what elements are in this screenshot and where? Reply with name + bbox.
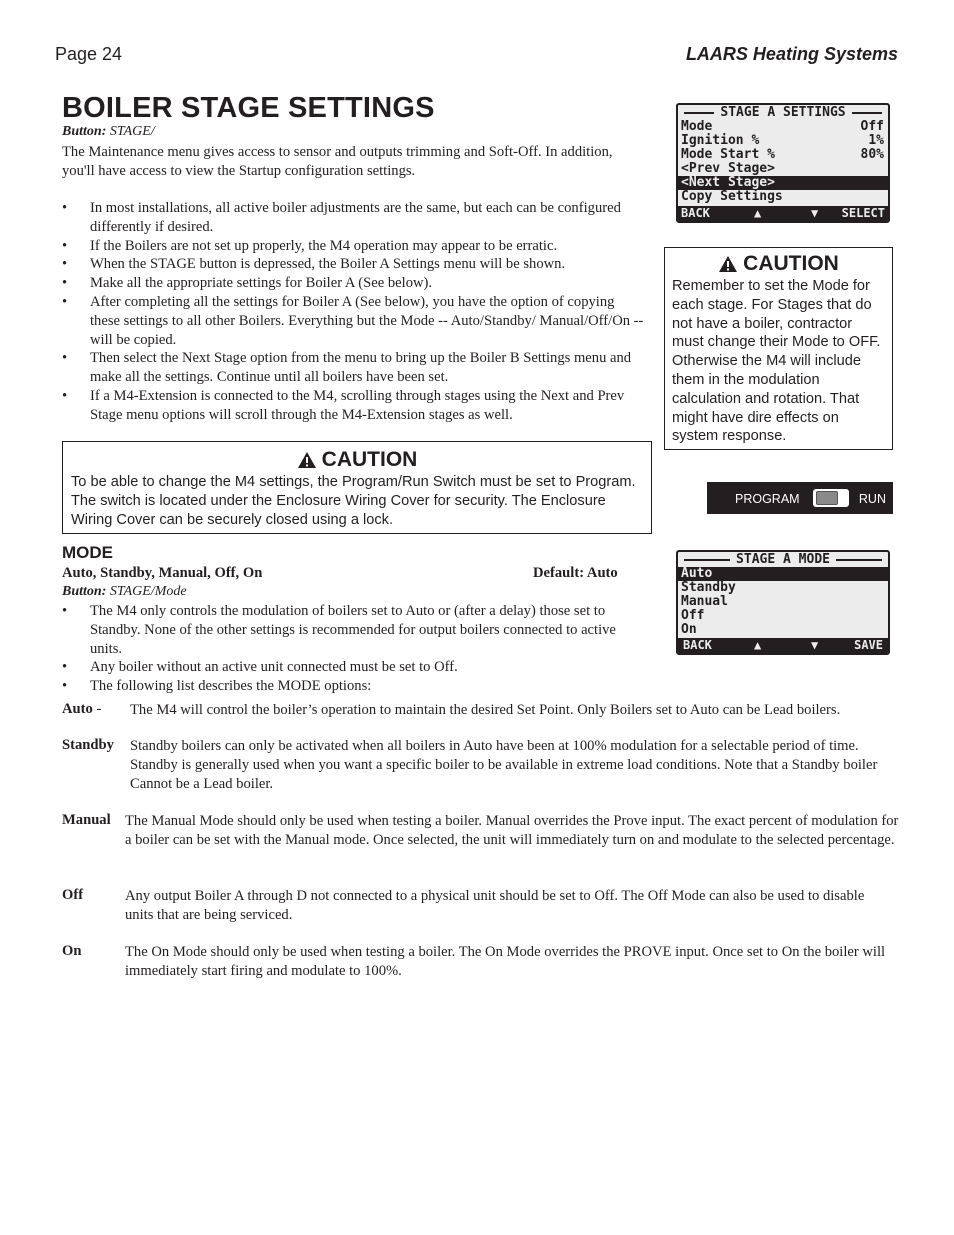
- definition-text-standby: Standby boilers can only be activated when all boilers in Auto have been at 100% modulation for a selectable period of time. Standby is generally used when you want a specific boiler to be available in extreme load conditions. Note that a Standby boiler Cannot be a Lead boiler.: [130, 738, 878, 792]
- switch-program-label: PROGRAM: [735, 492, 800, 506]
- warning-icon: [297, 451, 317, 469]
- mode-button-path-line: [62, 584, 187, 600]
- list-item: • The following list describes the MODE options:: [62, 677, 640, 696]
- switch-knob: [816, 491, 838, 505]
- list-item: • After completing all the settings for Boiler A (See below), you have the option of copying these settings to all other Boilers. Everything but the Mode -- Auto/Standby/ Manual/Off/On -- will be copied.: [62, 293, 647, 349]
- definition-text-on: The On Mode should only be used when testing a boiler. The On Mode overrides the PROVE input. Once set to On the boiler will immediately start firing and modulate to 100%.: [125, 944, 886, 979]
- lcd-title: STAGE A SETTINGS: [720, 105, 846, 120]
- lcd-back-label: BACK: [681, 206, 710, 220]
- list-item: • When the STAGE button is depressed, the Boiler A Settings menu will be shown.: [62, 255, 647, 274]
- list-item: • Any boiler without an active unit connected must be set to Off.: [62, 658, 640, 677]
- lcd-header: [678, 552, 888, 567]
- lcd-row-manual: Manual: [681, 594, 728, 609]
- definition-term-manual: Manual: [62, 812, 111, 828]
- lcd-row-standby: Standby: [681, 580, 736, 595]
- caution-heading-text: CAUTION: [743, 252, 839, 275]
- lcd-stage-mode-screen: [676, 550, 890, 655]
- button-label: Button:: [62, 584, 107, 599]
- definition-term-standby: Standby: [62, 737, 114, 753]
- lcd-row-prev-stage: [678, 162, 888, 176]
- caution-text: To be able to change the M4 settings, the Program/Run Switch must be set to Program. The switch is located under the Enclosure Wiring Cover for security. The Enclosure Wiring Cover can be securely closed using a lock.: [71, 474, 636, 528]
- intro-paragraph: The Maintenance menu gives access to sensor and outputs trimming and Soft-Off. In addition, you'll have access to view the Startup configuration settings.: [62, 144, 613, 179]
- button-path-line: [62, 124, 155, 140]
- lcd-back-label: BACK: [683, 638, 712, 652]
- page-number: Page 24: [55, 44, 123, 64]
- lcd-header: [678, 105, 888, 120]
- lcd-row-auto: Auto: [678, 567, 888, 581]
- program-run-switch: [707, 482, 893, 514]
- caution-text: Remember to set the Mode for each stage. For Stages that do not have a boiler, contractor must change their Mode to OFF. Otherwise the M4 will include them in the modulation calculation and rotation. That might have dire effects on system response.: [672, 278, 881, 445]
- lcd-row-label: <Prev Stage>: [681, 161, 775, 176]
- list-item: • Then select the Next Stage option from the menu to bring up the Boiler B Settings menu and make all the settings. Continue until all boilers have been set.: [62, 349, 647, 387]
- caution-heading: [63, 448, 651, 472]
- up-arrow-icon: ▲: [754, 206, 762, 220]
- lcd-row-copy-settings: [678, 190, 888, 204]
- caution-heading-text: CAUTION: [321, 448, 418, 471]
- up-arrow-icon: ▲: [754, 638, 762, 652]
- definition-text-auto: The M4 will control the boiler’s operation to maintain the desired Set Point. Only Boilers set to Auto can be Lead boilers.: [130, 702, 841, 718]
- mode-bullet-list: [62, 602, 640, 696]
- lcd-stage-settings-screen: [676, 103, 890, 223]
- lcd-footer: [678, 206, 888, 221]
- lcd-select-label: SELECT: [841, 206, 885, 220]
- switch-run-label: RUN: [858, 492, 886, 506]
- caution-box-stage-mode: [664, 247, 893, 450]
- caution-box-program-switch: [62, 441, 652, 534]
- down-arrow-icon: ▼: [811, 638, 819, 652]
- list-item: • The M4 only controls the modulation of boilers set to Auto or (after a delay) those set to Standby. None of the other settings is recommended for output boilers connected to active units.: [62, 602, 640, 658]
- definition-text-manual: The Manual Mode should only be used when testing a boiler. Manual overrides the Prove input. The exact percent of modulation for a boiler can be set with the Manual mode. Once selected, the unit will immediately turn on and modulate to the selected percentage.: [125, 813, 899, 848]
- lcd-row-value: 1%: [868, 133, 884, 148]
- caution-heading: [665, 252, 892, 276]
- lcd-row-next-stage: [678, 176, 888, 190]
- warning-icon: [718, 255, 738, 273]
- list-item: • Make all the appropriate settings for Boiler A (See below).: [62, 274, 647, 293]
- list-item: • If the Boilers are not set up properly, the M4 operation may appear to be erratic.: [62, 237, 647, 256]
- button-path: STAGE/: [109, 124, 155, 139]
- lcd-row-value: 80%: [860, 147, 884, 162]
- lcd-row-label: Mode Start %: [681, 147, 775, 162]
- lcd-row-mode: [678, 120, 888, 134]
- lcd-row-value: Off: [860, 119, 884, 134]
- stage-bullet-list: [62, 199, 647, 425]
- lcd-footer: [678, 638, 888, 653]
- page-title: BOILER STAGE SETTINGS: [62, 92, 435, 124]
- mode-heading: MODE: [62, 543, 113, 562]
- down-arrow-icon: ▼: [811, 206, 819, 220]
- lcd-title: STAGE A MODE: [736, 552, 830, 567]
- mode-default: Default: Auto: [533, 565, 618, 581]
- lcd-row-label: <Next Stage>: [681, 175, 775, 190]
- lcd-row-label: Copy Settings: [681, 189, 783, 204]
- definition-term-auto: Auto -: [62, 701, 102, 717]
- list-item: • In most installations, all active boiler adjustments are the same, but each can be configured differently if desired.: [62, 199, 647, 237]
- lcd-row-label: Ignition %: [681, 133, 760, 148]
- lcd-save-label: SAVE: [854, 638, 883, 652]
- mode-options: Auto, Standby, Manual, Off, On: [62, 565, 263, 581]
- definition-text-off: Any output Boiler A through D not connected to a physical unit should be set to Off. The Off Mode can also be used to disable units that are being serviced.: [125, 888, 865, 923]
- lcd-row-mode-start: [678, 148, 888, 162]
- list-item: • If a M4-Extension is connected to the M4, scrolling through stages using the Next and Prev Stage menu options will scroll through the M4-Extension stages as well.: [62, 387, 647, 425]
- button-path: STAGE/Mode: [109, 584, 187, 599]
- lcd-row-label: Mode: [681, 119, 713, 134]
- lcd-row-ignition: [678, 134, 888, 148]
- switch-track: [813, 489, 849, 507]
- lcd-row-on: On: [681, 622, 697, 637]
- definition-term-on: On: [62, 943, 82, 959]
- definition-term-off: Off: [62, 887, 84, 903]
- lcd-row-off: Off: [681, 608, 705, 623]
- brand-name: LAARS Heating Systems: [685, 44, 898, 64]
- button-label: Button:: [62, 124, 107, 139]
